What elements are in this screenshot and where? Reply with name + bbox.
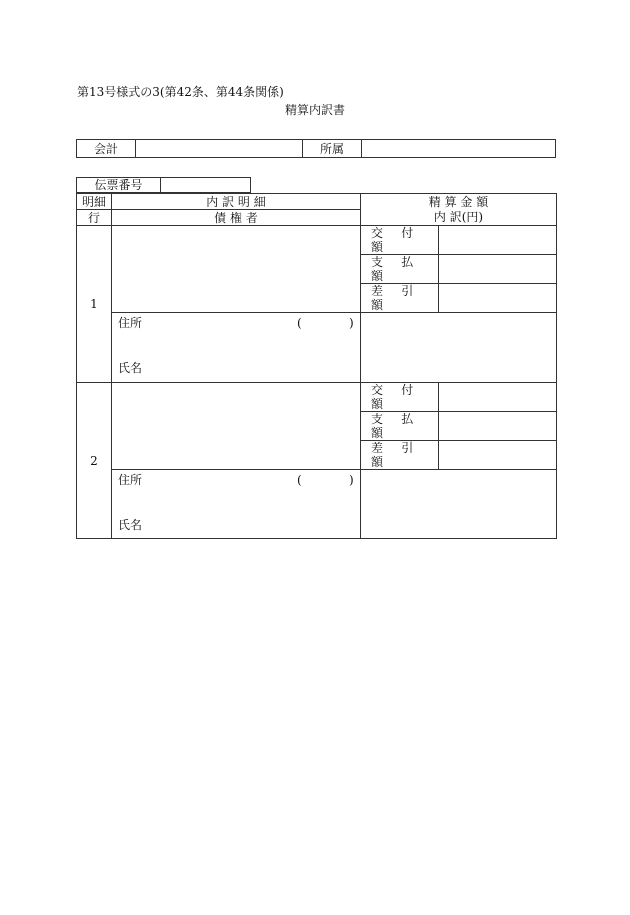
balance-amount-label: 差 引 額 — [361, 284, 439, 313]
granted-amount-field[interactable] — [439, 383, 557, 412]
header-amount-breakdown: 内 訳(円) — [361, 210, 557, 226]
paid-amount-label: 支 払 額 — [361, 412, 439, 441]
table-row — [77, 226, 557, 255]
header-row: 行 — [77, 210, 112, 226]
header-creditor: 債 権 者 — [112, 210, 361, 226]
department-field[interactable] — [362, 140, 556, 158]
balance-amount-field[interactable] — [439, 284, 557, 313]
name-label: 氏名 — [118, 518, 143, 532]
paid-amount-label: 支 払 額 — [361, 255, 439, 284]
settlement-detail-table — [76, 193, 557, 539]
creditor-cell[interactable] — [112, 313, 361, 383]
accounting-label: 会計 — [77, 140, 136, 158]
granted-amount-label: 交 付 額 — [361, 226, 439, 255]
header-settlement-amount: 精 算 金 額 — [361, 194, 557, 210]
row-number: 1 — [77, 226, 112, 383]
paid-amount-field[interactable] — [439, 255, 557, 284]
paren-close: ) — [349, 316, 354, 330]
paren-close: ) — [349, 473, 354, 487]
creditor-cell[interactable] — [112, 470, 361, 539]
breakdown-detail-cell[interactable] — [112, 383, 361, 470]
slip-number-table — [76, 177, 251, 193]
department-label: 所属 — [303, 140, 362, 158]
row-number: 2 — [77, 383, 112, 539]
granted-amount-label: 交 付 額 — [361, 383, 439, 412]
accounting-department-table — [76, 139, 556, 158]
balance-amount-label: 差 引 額 — [361, 441, 439, 470]
name-label: 氏名 — [118, 361, 143, 375]
address-label: 住所 — [118, 473, 143, 487]
header-breakdown: 内 訳 明 細 — [112, 194, 361, 210]
paid-amount-field[interactable] — [439, 412, 557, 441]
document-title: 精算内訳書 — [284, 103, 345, 117]
accounting-field[interactable] — [136, 140, 303, 158]
amount-breakdown-cell[interactable] — [361, 470, 557, 539]
paren-open: ( — [297, 316, 302, 330]
slip-number-label: 伝票番号 — [77, 178, 161, 193]
balance-amount-field[interactable] — [439, 441, 557, 470]
granted-amount-field[interactable] — [439, 226, 557, 255]
slip-number-field[interactable] — [161, 178, 251, 193]
breakdown-detail-cell[interactable] — [112, 226, 361, 313]
paren-open: ( — [297, 473, 302, 487]
amount-breakdown-cell[interactable] — [361, 313, 557, 383]
header-detail-line: 明細 — [77, 194, 112, 210]
form-number-label: 第13号様式の3(第42条、第44条関係) — [77, 85, 284, 99]
table-row — [77, 383, 557, 412]
address-label: 住所 — [118, 316, 143, 330]
